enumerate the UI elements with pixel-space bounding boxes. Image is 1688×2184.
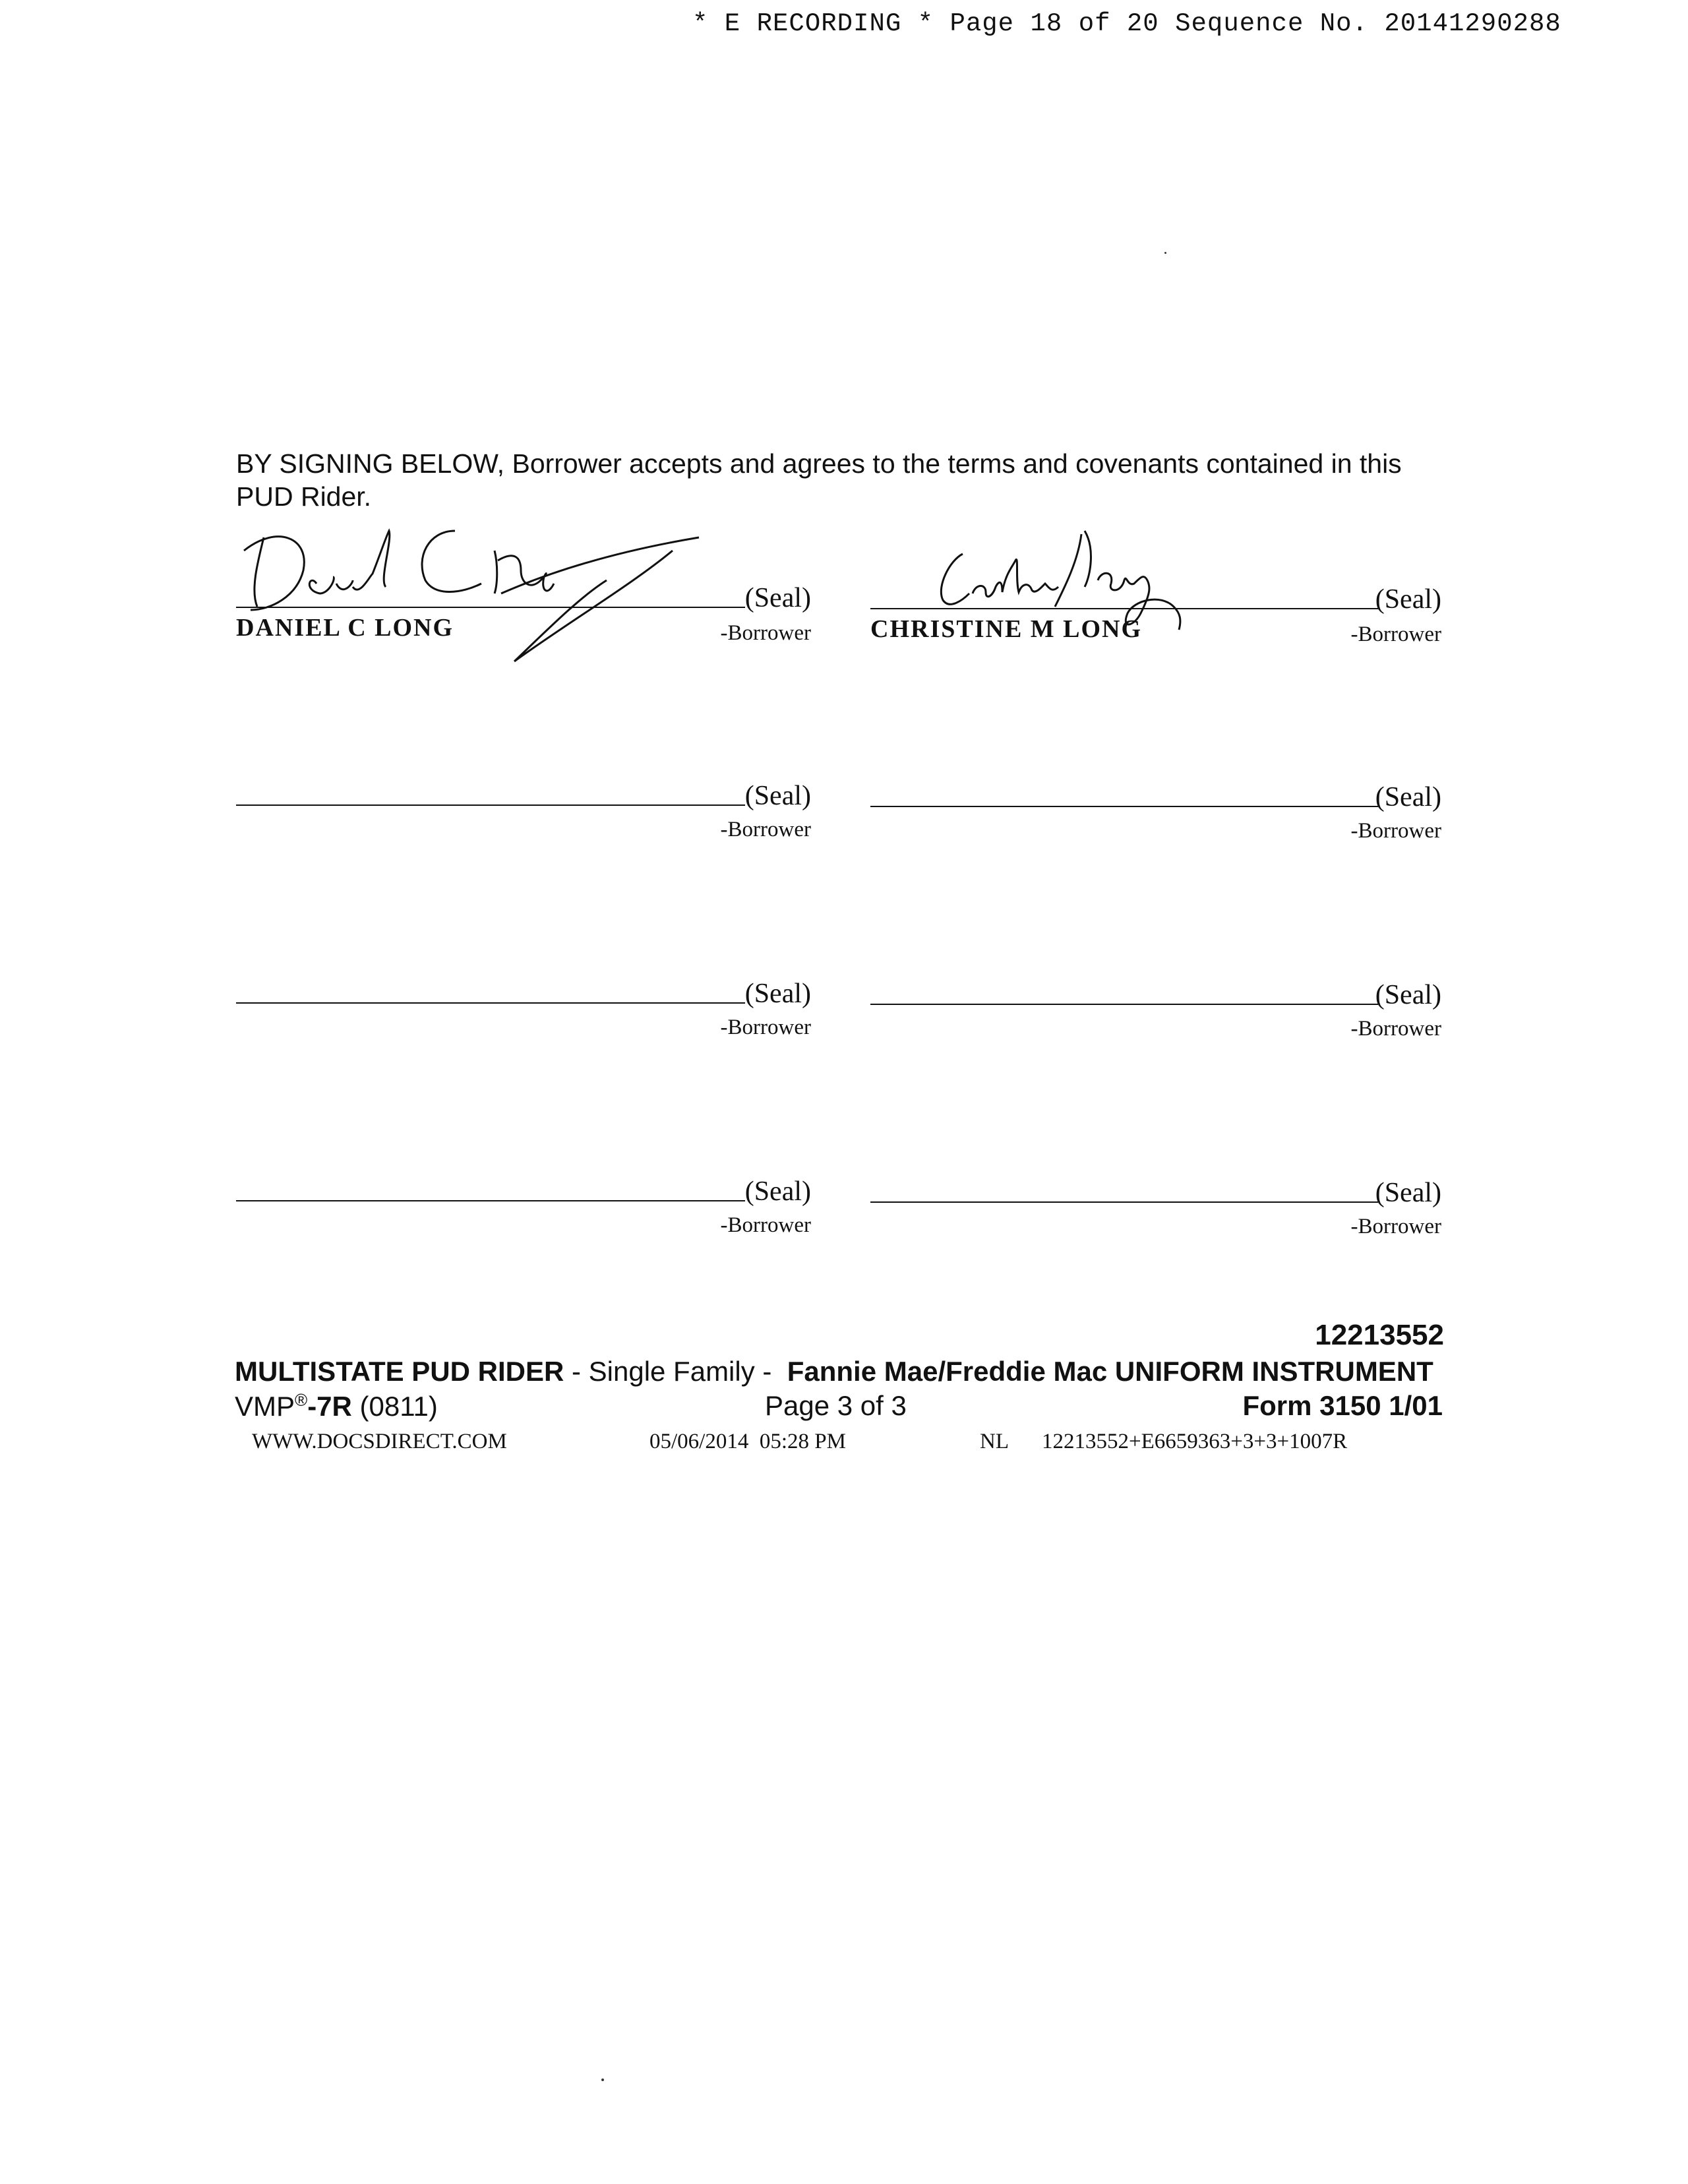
seal-label: (Seal) xyxy=(1375,584,1441,615)
registered-mark: ® xyxy=(295,1390,308,1410)
borrower-label: -Borrower xyxy=(1350,1215,1441,1238)
form-number: Form 3150 1/01 xyxy=(1242,1390,1443,1421)
signature-line xyxy=(870,608,1378,609)
print-datetime: 05/06/2014 05:28 PM xyxy=(649,1430,846,1453)
vmp-version: (0811) xyxy=(351,1391,438,1422)
signature-line xyxy=(236,607,745,608)
loan-number: 12213552 xyxy=(1315,1319,1444,1351)
borrower-name: DANIEL C LONG xyxy=(236,614,454,642)
vmp-code xyxy=(235,1390,438,1422)
signing-statement: BY SIGNING BELOW, Borrower accepts and agrees to the terms and covenants contained in this PUD Rider. xyxy=(236,448,1402,512)
form-title-line xyxy=(235,1356,1433,1387)
seal-label: (Seal) xyxy=(744,781,811,811)
recording-header: * E RECORDING * Page 18 of 20 Sequence No. 20141290288 xyxy=(692,9,1561,38)
signature-line xyxy=(236,1002,745,1004)
borrower-label: -Borrower xyxy=(720,621,811,645)
scan-speck xyxy=(1164,252,1166,254)
signature-daniel-c-long xyxy=(237,511,712,669)
form-instrument: Fannie Mae/Freddie Mac UNIFORM INSTRUMENT xyxy=(787,1356,1433,1387)
seal-label: (Seal) xyxy=(744,1176,811,1207)
page-indicator: Page 3 of 3 xyxy=(765,1390,907,1421)
seal-label: (Seal) xyxy=(1375,782,1441,812)
borrower-name: CHRISTINE M LONG xyxy=(870,615,1143,643)
vmp-code-suffix: -7R xyxy=(307,1391,352,1422)
signature-line xyxy=(236,804,745,806)
seal-label: (Seal) xyxy=(744,979,811,1009)
reference-code: 12213552+E6659363+3+3+1007R xyxy=(1042,1430,1348,1453)
borrower-label: -Borrower xyxy=(1350,622,1441,646)
borrower-label: -Borrower xyxy=(720,818,811,841)
borrower-label: -Borrower xyxy=(1350,1017,1441,1041)
website: WWW.DOCSDIRECT.COM xyxy=(252,1430,507,1453)
seal-label: (Seal) xyxy=(1375,980,1441,1010)
signature-line xyxy=(870,1004,1378,1005)
borrower-label: -Borrower xyxy=(1350,819,1441,843)
signature-line xyxy=(870,1201,1378,1203)
scan-speck xyxy=(601,2078,604,2081)
seal-label: (Seal) xyxy=(744,583,811,613)
seal-label: (Seal) xyxy=(1375,1178,1441,1208)
borrower-label: -Borrower xyxy=(720,1016,811,1039)
signature-line xyxy=(870,806,1378,807)
initials: NL xyxy=(980,1430,1009,1453)
vmp-prefix: VMP xyxy=(235,1391,295,1422)
form-title: MULTISTATE PUD RIDER xyxy=(235,1356,564,1387)
borrower-label: -Borrower xyxy=(720,1213,811,1237)
form-subtitle: - Single Family - xyxy=(564,1356,780,1387)
signature-line xyxy=(236,1200,745,1201)
